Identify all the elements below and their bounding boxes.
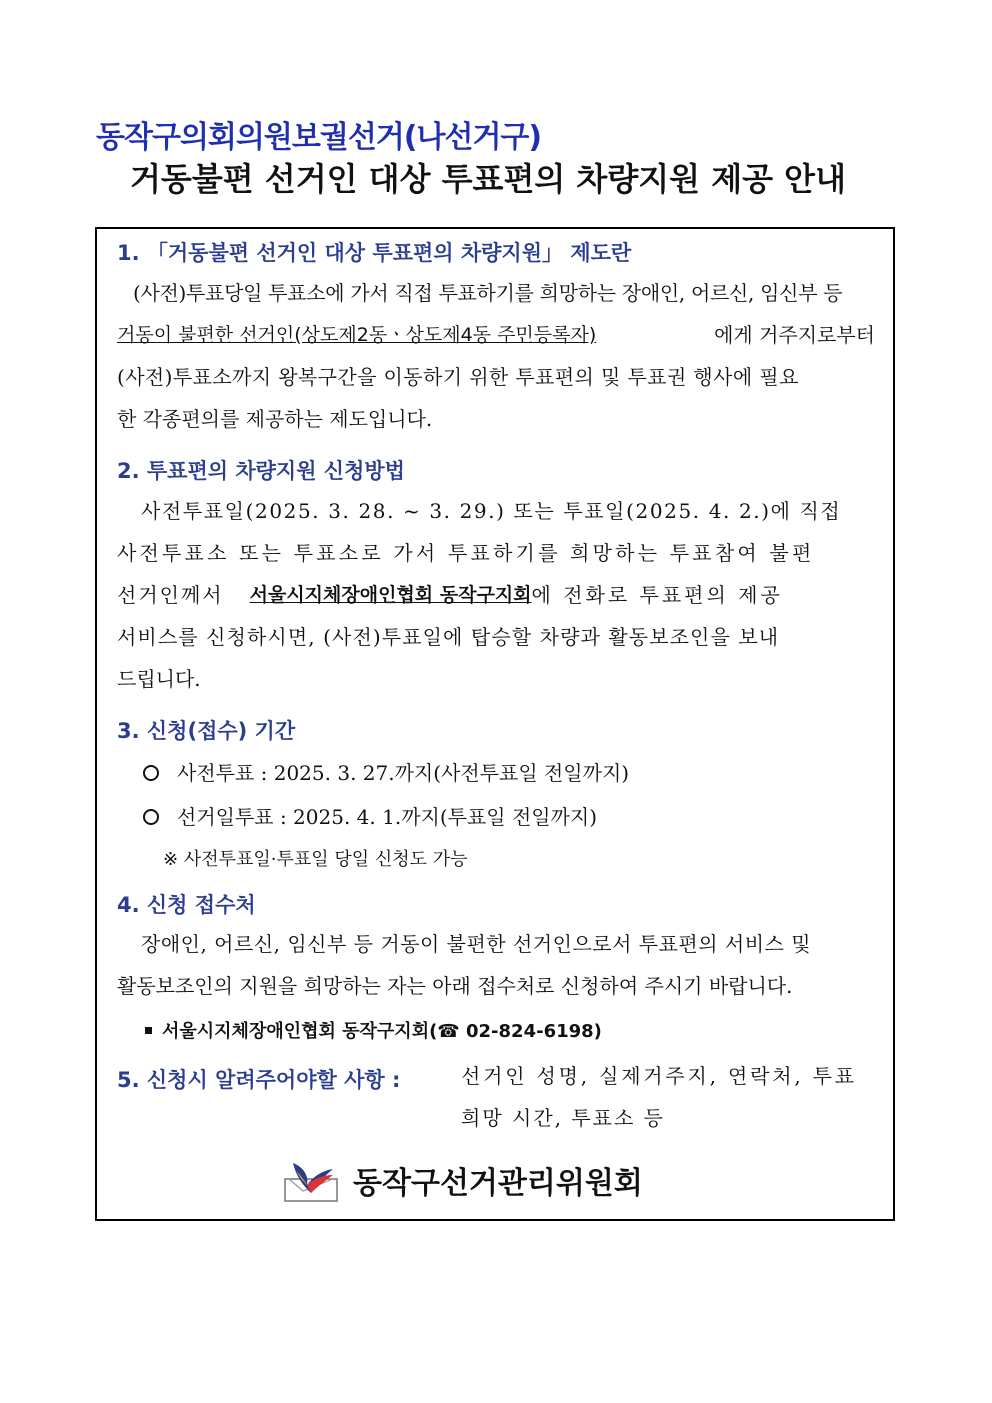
- section2-line5: 드립니다.: [117, 667, 201, 691]
- notice-title-line2: 거동불편 선거인 대상 투표편의 차량지원 제공 안내: [130, 160, 846, 198]
- section2-line2: 사전투표소 또는 투표소로 가서 투표하기를 희망하는 투표참여 불편: [117, 541, 815, 565]
- section4-line2: 활동보조인의 지원을 희망하는 자는 아래 접수처로 신청하여 주시기 바랍니다.: [117, 974, 793, 998]
- section2-line4: 서비스를 신청하시면, (사전)투표일에 탑승할 차량과 활동보조인을 보내: [117, 625, 780, 649]
- period-item-election-day: 선거일투표 : 2025. 4. 1.까지(투표일 전일까지): [143, 801, 597, 830]
- period-item-early: 사전투표 : 2025. 3. 27.까지(사전투표일 전일까지): [143, 757, 629, 786]
- notice-title-line1: 동작구의회의원보궐선거(나선거구): [96, 120, 542, 155]
- section4-line1: 장애인, 어르신, 임신부 등 거동이 불편한 선거인으로서 투표편의 서비스 및: [141, 932, 812, 956]
- section1-line2: 거동이 불편한 선거인(상도제2동ㆍ상도제4동 주민등록자) 에게 거주지로부터: [117, 314, 875, 356]
- same-day-note: ※ 사전투표일·투표일 당일 신청도 가능: [163, 849, 468, 870]
- section5-line1: 선거인 성명, 실제거주지, 연락처, 투표: [461, 1064, 857, 1088]
- footer: [283, 1155, 643, 1205]
- section1-heading: 1. 「거동불편 선거인 대상 투표편의 차량지원」 제도란: [117, 241, 632, 265]
- section2-line3: 선거인께서 서울시지체장애인협회 동작구지회 에 전화로 투표편의 제공: [117, 574, 875, 616]
- section1-line1: (사전)투표당일 투표소에 가서 직접 투표하기를 희망하는 장애인, 어르신, 임신부 등: [133, 281, 843, 305]
- contact-line: 서울시지체장애인협회 동작구지회(☎ 02-824-6198): [145, 1017, 602, 1043]
- circle-bullet-icon: [143, 809, 159, 825]
- square-bullet-icon: [145, 1027, 152, 1034]
- circle-bullet-icon: [143, 765, 159, 781]
- section2-heading: 2. 투표편의 차량지원 신청방법: [117, 459, 405, 483]
- section1-line4: 한 각종편의를 제공하는 제도입니다.: [117, 407, 433, 431]
- association-name: 서울시지체장애인협회 동작구지회: [249, 584, 532, 606]
- eligible-voters-text: 거동이 불편한 선거인(상도제2동ㆍ상도제4동 주민등록자): [117, 324, 597, 346]
- section2-line1: 사전투표일(2025. 3. 28. ~ 3. 29.) 또는 투표일(2025. 4. 2.)에 직접: [141, 499, 842, 523]
- section3-heading: 3. 신청(접수) 기간: [117, 719, 296, 743]
- section4-heading: 4. 신청 접수처: [117, 893, 256, 917]
- notice-box: [95, 227, 895, 1221]
- section1-line3: (사전)투표소까지 왕복구간을 이동하기 위한 투표편의 및 투표권 행사에 필요: [117, 365, 799, 389]
- election-commission-logo-icon: [283, 1157, 339, 1203]
- section5-heading: 5. 신청시 알려주어야할 사항 :: [117, 1068, 401, 1092]
- election-commission-name: 동작구선거관리위원회: [353, 1166, 643, 1201]
- section5-line2: 희망 시간, 투표소 등: [461, 1106, 665, 1130]
